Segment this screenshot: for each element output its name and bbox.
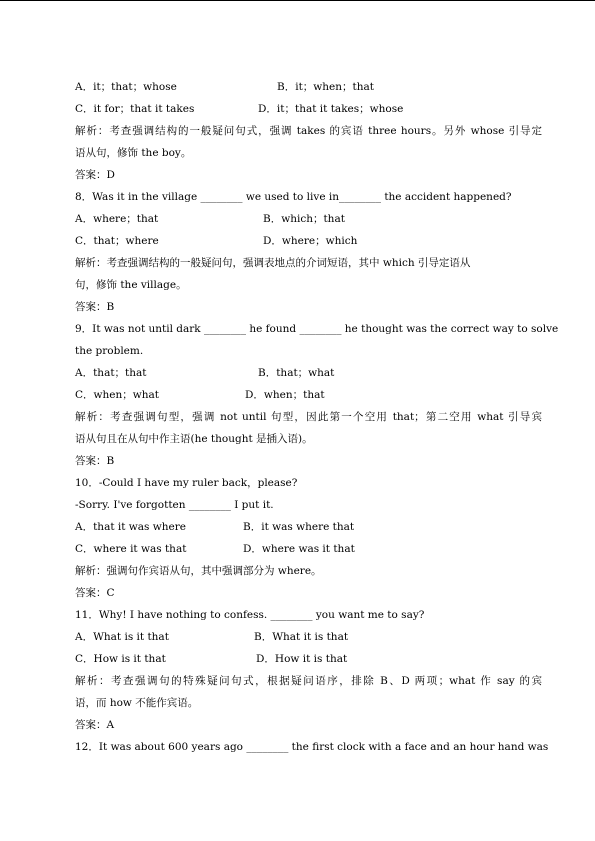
q7-analysis-line-1: 解析：考查强调结构的一般疑问句式，强调 takes 的宾语 three hours。另外 whose 引导定 bbox=[75, 125, 542, 137]
q11-analysis-line-1: 解析：考查强调句的特殊疑问句式，根据疑问语序，排除 B、D 两项；what 作 say 的宾 bbox=[75, 675, 542, 687]
q11-stem: 11．Why! I have nothing to confess. ________ you want me to say? bbox=[75, 609, 425, 621]
q7-option-b: B．it；when；that bbox=[277, 81, 374, 93]
q11-answer: 答案：A bbox=[75, 719, 115, 731]
q8-answer: 答案：B bbox=[75, 301, 115, 313]
q8-analysis-line-1: 解析：考查强调结构的一般疑问句，强调表地点的介词短语，其中 which 引导定语从 bbox=[75, 257, 471, 269]
q10-options-row-1 bbox=[75, 516, 542, 538]
q11-option-d: D．How it is that bbox=[256, 653, 348, 665]
q9-option-c: C．when；what bbox=[75, 389, 159, 401]
q12-stem-line-1: 12．It was about 600 years ago ________ the first clock with a face and an hour hand was bbox=[75, 741, 549, 753]
q8-analysis-line-2: 句，修饰 the village。 bbox=[75, 279, 187, 291]
q9-options-row-1 bbox=[75, 362, 542, 384]
q8-option-b: B．which；that bbox=[263, 213, 345, 225]
q9-option-d: D．when；that bbox=[245, 389, 325, 401]
q9-option-b: B．that；what bbox=[258, 367, 335, 379]
q9-analysis-line-2: 语从句且在从句中作主语(he thought 是插入语)。 bbox=[75, 433, 313, 445]
q7-options-row-2 bbox=[75, 98, 542, 120]
q10-stem-line-2: -Sorry. I've forgotten ________ I put it. bbox=[75, 499, 274, 511]
q11-option-a: A．What is it that bbox=[75, 631, 169, 643]
q7-options-row-1 bbox=[75, 76, 542, 98]
q9-answer: 答案：B bbox=[75, 455, 115, 467]
q11-analysis-line-2: 语，而 how 不能作宾语。 bbox=[75, 697, 199, 709]
q10-option-a: A．that it was where bbox=[75, 521, 186, 533]
q9-stem-line-2: the problem. bbox=[75, 345, 144, 357]
q10-answer: 答案：C bbox=[75, 587, 115, 599]
q10-stem-line-1: 10．-Could I have my ruler back，please? bbox=[75, 477, 298, 489]
q8-option-a: A．where；that bbox=[75, 213, 159, 225]
q10-option-d: D．where was it that bbox=[243, 543, 355, 555]
q9-options-row-2 bbox=[75, 384, 542, 406]
q8-option-d: D．where；which bbox=[263, 235, 358, 247]
q10-option-b: B．it was where that bbox=[243, 521, 355, 533]
q7-analysis-line-2: 语从句，修饰 the boy。 bbox=[75, 147, 192, 159]
q9-option-a: A．that；that bbox=[75, 367, 147, 379]
q8-options-row-2 bbox=[75, 230, 542, 252]
q8-options-row-1 bbox=[75, 208, 542, 230]
q7-option-c: C．it for；that it takes bbox=[75, 103, 195, 115]
document-body bbox=[75, 76, 559, 758]
q11-option-c: C．How is it that bbox=[75, 653, 166, 665]
q9-analysis-line-1: 解析：考查强调句型，强调 not until 句型，因此第一个空用 that；第二空用 what 引导宾 bbox=[75, 411, 542, 423]
q8-option-c: C．that；where bbox=[75, 235, 159, 247]
q7-option-a: A．it；that；whose bbox=[75, 81, 177, 93]
q11-option-b: B．What it is that bbox=[254, 631, 349, 643]
q7-option-d: D．it；that it takes；whose bbox=[258, 103, 404, 115]
q11-options-row-2 bbox=[75, 648, 542, 670]
q9-stem-line-1: 9．It was not until dark ________ he found ________ he thought was the correct way to solve bbox=[75, 323, 559, 335]
q10-option-c: C．where it was that bbox=[75, 543, 187, 555]
q11-options-row-1 bbox=[75, 626, 542, 648]
q10-analysis: 解析：强调句作宾语从句，其中强调部分为 where。 bbox=[75, 565, 322, 577]
top-rule bbox=[0, 0, 595, 1]
q8-stem: 8．Was it in the village ________ we used to live in________ the accident happened? bbox=[75, 191, 512, 203]
q10-options-row-2 bbox=[75, 538, 542, 560]
q7-answer: 答案：D bbox=[75, 169, 115, 181]
